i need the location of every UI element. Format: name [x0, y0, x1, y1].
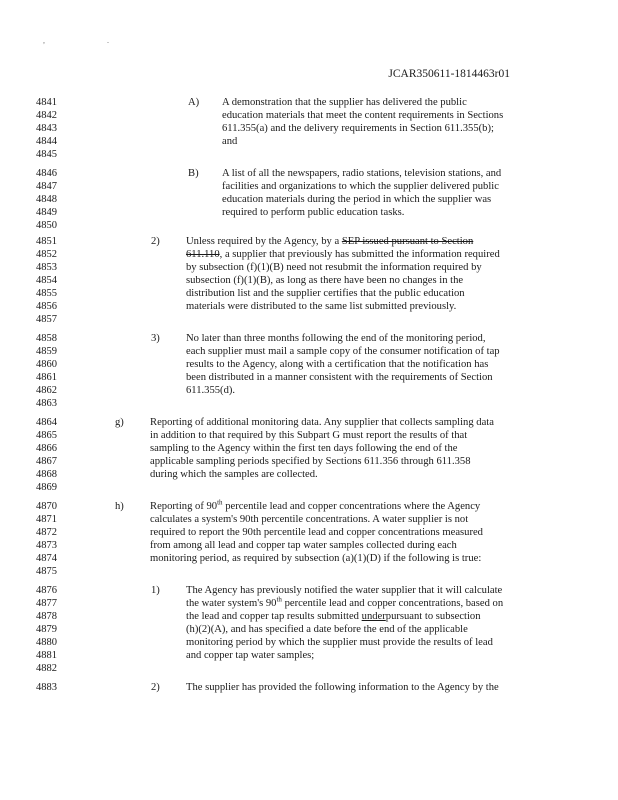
line-text: monitoring period by which the supplier must provide the results of lead: [186, 637, 493, 648]
line-number: 4841: [36, 97, 57, 108]
list-label: 3): [151, 333, 160, 344]
line-text: and copper tap water samples;: [186, 650, 315, 661]
line-number: 4876: [36, 585, 57, 596]
text-line: [222, 109, 503, 122]
text-line: [222, 96, 467, 109]
line-number: 4845: [36, 149, 57, 160]
list-label: A): [188, 97, 200, 108]
text-line: [186, 623, 468, 636]
text-line: [186, 345, 500, 358]
document-id: JCAR350611-1814463r01: [388, 68, 510, 80]
text-line: [186, 300, 456, 313]
line-text: applicable sampling periods specified by Sections 611.356 through 611.358: [150, 456, 471, 467]
line-number: 4874: [36, 553, 57, 564]
line-text: A demonstration that the supplier has delivered the public: [222, 97, 467, 108]
line-number: 4846: [36, 168, 57, 179]
line-text: the water system's 90: [186, 598, 277, 609]
line-number: 4865: [36, 430, 57, 441]
line-text: each supplier must mail a sample copy of the consumer notification of tap: [186, 346, 500, 357]
text-line: [150, 526, 483, 539]
text-line: [186, 584, 502, 597]
text-line: [186, 597, 503, 610]
line-text: from among all lead and copper tap water samples collected during each: [150, 540, 457, 551]
line-number: 4875: [36, 566, 57, 577]
line-number: 4867: [36, 456, 57, 467]
line-text: No later than three months following the end of the monitoring period,: [186, 333, 486, 344]
text-line: [150, 442, 457, 455]
line-text-cont: percentile lead and copper concentrations where the Agency: [222, 501, 481, 512]
text-line: [222, 122, 494, 135]
line-number: 4881: [36, 650, 57, 661]
inserted-text: under: [361, 611, 386, 622]
line-text: the lead and copper tap results submitted: [186, 611, 362, 622]
line-number: 4856: [36, 301, 57, 312]
line-number: 4861: [36, 372, 57, 383]
text-line: [150, 552, 481, 565]
text-line: [186, 649, 314, 662]
text-line: [186, 636, 493, 649]
line-text: required to report the 90th percentile lead and copper concentrations measured: [150, 527, 483, 538]
line-text: calculates a system's 90th percentile concentrations. A water supplier is not: [150, 514, 469, 525]
struck-text: 611.110: [186, 249, 220, 260]
text-line: [222, 135, 237, 148]
line-number: 4842: [36, 110, 57, 121]
line-number: 4873: [36, 540, 57, 551]
list-label: B): [188, 168, 199, 179]
line-text: facilities and organizations to which the supplier delivered public: [222, 181, 499, 192]
superscript: th: [217, 498, 223, 507]
line-number: 4862: [36, 385, 57, 396]
line-number: 4852: [36, 249, 57, 260]
text-line: [150, 416, 494, 429]
text-line: [186, 274, 463, 287]
text-line: [150, 513, 468, 526]
list-label: 2): [151, 682, 160, 693]
text-line: [186, 261, 482, 274]
text-line: [150, 429, 467, 442]
line-text: education materials that meet the content requirements in Sections: [222, 110, 504, 121]
line-text: subsection (f)(1)(B), as long as there have been no changes in the: [186, 275, 464, 286]
line-number: 4868: [36, 469, 57, 480]
line-number: 4858: [36, 333, 57, 344]
text-line: [222, 167, 501, 180]
text-line: [222, 193, 491, 206]
line-number: 4883: [36, 682, 57, 693]
line-number: 4853: [36, 262, 57, 273]
line-text: in addition to that required by this Subpart G must report the results of that: [150, 430, 468, 441]
line-number: 4880: [36, 637, 57, 648]
line-number: 4864: [36, 417, 57, 428]
line-number: 4849: [36, 207, 57, 218]
line-text: 611.355(a) and the delivery requirements in Section 611.355(b);: [222, 123, 494, 134]
line-number: 4877: [36, 598, 57, 609]
line-text: Unless required by the Agency, by a: [186, 236, 342, 247]
line-number: 4869: [36, 482, 57, 493]
text-line: [186, 681, 499, 694]
line-text: , a supplier that previously has submitted the information required: [219, 249, 500, 260]
line-number: 4859: [36, 346, 57, 357]
line-number: 4848: [36, 194, 57, 205]
line-number: 4863: [36, 398, 57, 409]
line-text: Reporting of 90: [150, 501, 218, 512]
text-line: [186, 248, 500, 261]
line-number: 4847: [36, 181, 57, 192]
line-text: required to perform public education tasks.: [222, 207, 405, 218]
line-text: by subsection (f)(1)(B) need not resubmit the information required by: [186, 262, 482, 273]
line-number: 4851: [36, 236, 57, 247]
line-number: 4854: [36, 275, 57, 286]
list-label: h): [115, 501, 124, 512]
text-line: [186, 332, 486, 345]
line-text: education materials during the period in which the supplier was: [222, 194, 492, 205]
line-number: 4871: [36, 514, 57, 525]
line-text: Reporting of additional monitoring data. Any supplier that collects sampling data: [150, 417, 494, 428]
text-line: [186, 371, 493, 384]
list-label: 2): [151, 236, 160, 247]
text-line: [150, 500, 480, 513]
line-text: distribution list and the supplier certifies that the public education: [186, 288, 465, 299]
text-line: [186, 384, 235, 397]
line-text: The supplier has provided the following information to the Agency by the: [186, 682, 499, 693]
line-text: results to the Agency, along with a certification that the notification has: [186, 359, 489, 370]
line-number: 4855: [36, 288, 57, 299]
line-number: 4878: [36, 611, 57, 622]
line-text-cont: percentile lead and copper concentrations, based on: [281, 598, 504, 609]
line-text: monitoring period, as required by subsection (a)(1)(D) if the following is true:: [150, 553, 482, 564]
line-text: during which the samples are collected.: [150, 469, 318, 480]
line-number: 4843: [36, 123, 57, 134]
text-line: [222, 206, 404, 219]
line-text: materials were distributed to the same list submitted previously.: [186, 301, 457, 312]
superscript: th: [276, 595, 282, 604]
text-line: [186, 358, 488, 371]
line-text: been distributed in a manner consistent with the requirements of Section: [186, 372, 493, 383]
text-line: [186, 287, 465, 300]
line-number: 4850: [36, 220, 57, 231]
text-line: [150, 468, 318, 481]
line-text: A list of all the newspapers, radio stations, television stations, and: [222, 168, 502, 179]
line-text: The Agency has previously notified the water supplier that it will calculate: [186, 585, 503, 596]
text-line: [186, 235, 473, 248]
line-number: 4870: [36, 501, 57, 512]
text-line: [150, 455, 471, 468]
line-number: 4872: [36, 527, 57, 538]
line-number: 4866: [36, 443, 57, 454]
scan-marks: , .: [43, 36, 139, 45]
line-text: and: [222, 136, 238, 147]
line-number: 4844: [36, 136, 57, 147]
line-text-cont: pursuant to subsection: [385, 611, 481, 622]
line-number: 4879: [36, 624, 57, 635]
line-text: sampling to the Agency within the first ten days following the end of the: [150, 443, 458, 454]
text-line: [186, 610, 481, 623]
line-number: 4857: [36, 314, 57, 325]
text-line: [150, 539, 457, 552]
list-label: 1): [151, 585, 160, 596]
line-text: 611.355(d).: [186, 385, 236, 396]
line-text: (h)(2)(A), and has specified a date before the end of the applicable: [186, 624, 468, 635]
text-line: [222, 180, 499, 193]
line-number: 4860: [36, 359, 57, 370]
list-label: g): [115, 417, 124, 428]
line-number: 4882: [36, 663, 57, 674]
struck-text: SEP issued pursuant to Section: [341, 236, 474, 247]
